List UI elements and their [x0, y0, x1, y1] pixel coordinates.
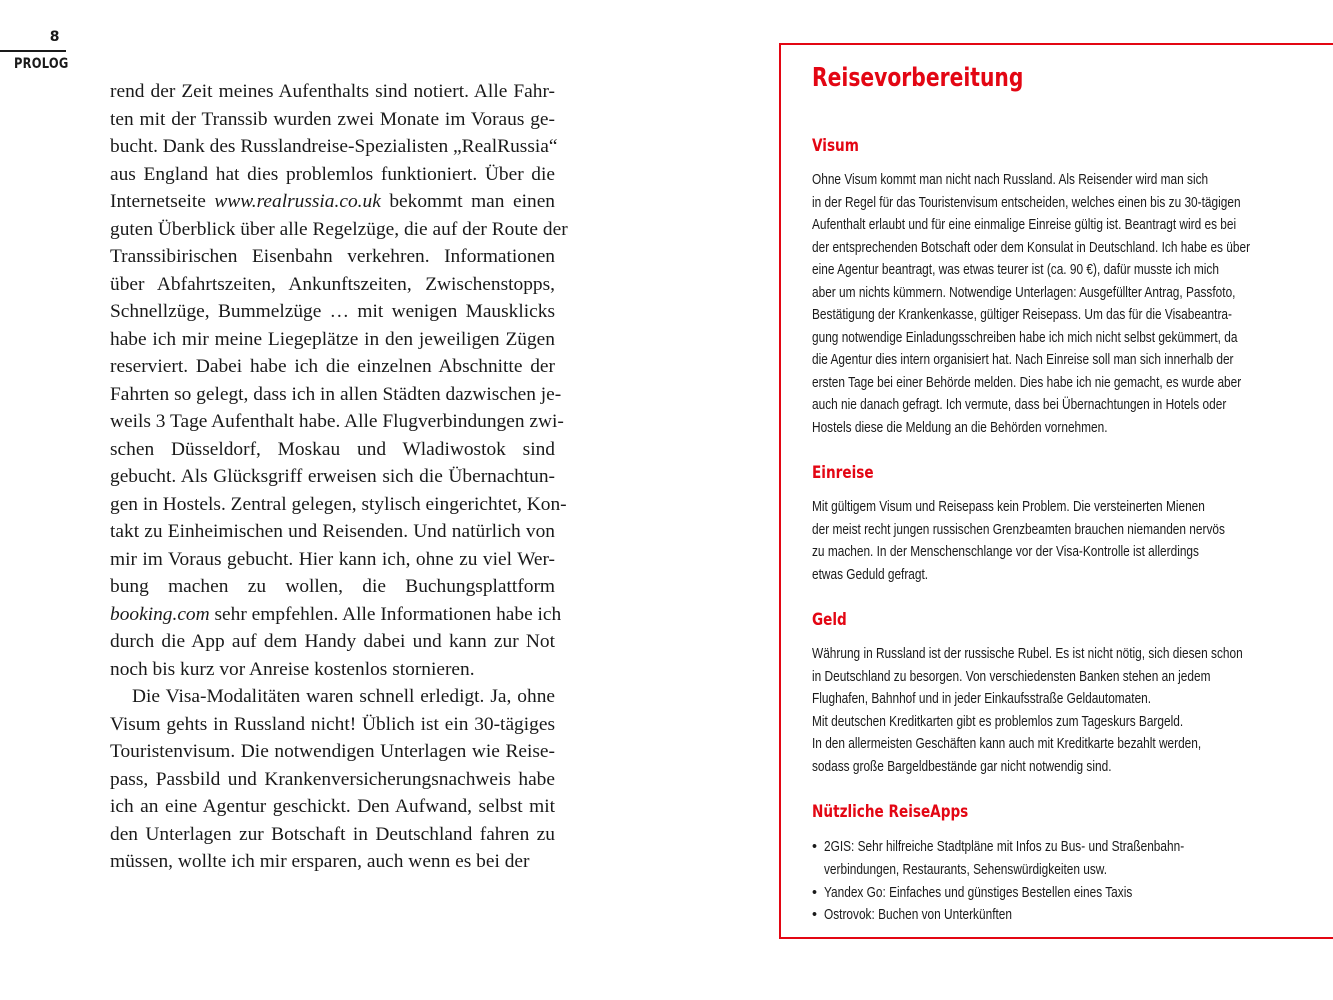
body-line: Touristenvisum. Die notwendigen Unterlagen wie Reise- [110, 741, 555, 762]
box-text-line: ersten Tage bei einer Behörde melden. Dies habe ich nie gemacht, es wurde aber [812, 374, 1242, 391]
box-text-line: etwas Geduld gefragt. [812, 566, 929, 583]
body-line: takt zu Einheimischen und Reisenden. Und natürlich von [110, 521, 555, 542]
section-label: PROLOG [14, 56, 69, 72]
body-line: müssen, wollte ich mir ersparen, auch wenn es bei der [110, 851, 530, 872]
box-text-line: der meist recht jungen russischen Grenzbeamten brauchen niemanden nervös [812, 521, 1225, 538]
box-text-line: eine Agentur beantragt, was etwas teurer ist (ca. 90 €), dafür musste ich mich [812, 262, 1219, 278]
box-text-line: Ohne Visum kommt man nicht nach Russland. Als Reisender wird man sich [812, 172, 1209, 188]
apps-list [812, 836, 1258, 927]
list-item-text: Ostrovok: Buchen von Unterkünften [824, 907, 1012, 924]
list-item [812, 904, 1258, 927]
body-line: rend der Zeit meines Aufenthalts sind notiert. Alle Fahr- [110, 81, 555, 102]
body-line: gen in Hostels. Zentral gelegen, stylisch eingerichtet, Kon- [110, 493, 567, 515]
italic-text: www.realrussia.co.uk [214, 191, 381, 212]
bullet-icon: • [812, 907, 818, 924]
infobox-title: Reisevorbereitung [812, 63, 1024, 93]
bullet-icon: • [812, 839, 818, 855]
body-line: ten mit der Transsib wurden zwei Monate im Voraus ge- [110, 108, 555, 130]
box-text-line: sodass große Bargeldbestände gar nicht notwendig sind. [812, 758, 1112, 775]
body-line: den Unterlagen zur Botschaft in Deutschland fahren zu [110, 823, 555, 845]
box-text-line: Aufenthalt erlaubt und für eine einmalige Einreise gültig ist. Beantragt wird es bei [812, 217, 1237, 233]
list-item [812, 882, 1258, 905]
body-line: Visum gehts in Russland nicht! Üblich ist ein 30-tägiges [110, 713, 555, 735]
body-line: ich an eine Agentur geschickt. Den Aufwand, selbst mit [110, 796, 555, 817]
bullet-icon: • [812, 884, 818, 901]
list-item-text: 2GIS: Sehr hilfreiche Stadtpläne mit Infos zu Bus- und Straßenbahn- [824, 839, 1185, 855]
body-line: Die Visa-Modalitäten waren schnell erledigt. Ja, ohne [132, 686, 555, 707]
body-line: reserviert. Dabei habe ich die einzelnen Abschnitte der [110, 356, 555, 377]
body-line: bung machen zu wollen, die Buchungsplattform [110, 576, 555, 597]
body-line: guten Überblick über alle Regelzüge, die auf der Route der [110, 218, 568, 240]
heading-einreise: Einreise [812, 463, 874, 483]
body-line: über Abfahrtszeiten, Ankunftszeiten, Zwischenstopps, [110, 273, 555, 295]
list-item-text: verbindungen, Restaurants, Sehenswürdigkeiten usw. [824, 861, 1108, 878]
body-line: weils 3 Tage Aufenthalt habe. Alle Flugverbindungen zwi- [110, 411, 564, 432]
body-line: mir im Voraus gebucht. Hier kann ich, ohne zu viel Wer- [110, 548, 555, 570]
box-text-line: Hostels diese die Meldung an die Behörden vornehmen. [812, 419, 1108, 436]
geld-text [812, 643, 1272, 778]
box-text-line: zu machen. In der Menschenschlange vor der Visa-Kontrolle ist allerdings [812, 544, 1199, 560]
box-text-line: auch nie danach gefragt. Ich vermute, dass bei Übernachtungen in Hotels oder [812, 397, 1227, 413]
body-line: Schnellzüge, Bummelzüge … mit wenigen Mausklicks [110, 301, 555, 322]
body-line: Fahrten so gelegt, dass ich in allen Städten dazwischen je- [110, 383, 562, 405]
heading-geld: Geld [812, 610, 847, 630]
box-text-line: gung notwendige Einladungsschreiben habe ich mich nicht selbst gekümmert, da [812, 329, 1238, 346]
body-line: Transsibirischen Eisenbahn verkehren. Informationen [110, 246, 555, 267]
body-line: habe ich mir meine Liegeplätze in den jeweiligen Zügen [110, 328, 555, 350]
box-text-line: in Deutschland zu besorgen. Von verschiedensten Banken stehen an jedem [812, 668, 1211, 685]
body-line: pass, Passbild und Krankenversicherungsnachweis habe [110, 768, 555, 790]
box-text-line: Währung in Russland ist der russische Rubel. Es ist nicht nötig, sich diesen schon [812, 646, 1243, 662]
visum-text [812, 169, 1272, 439]
body-line: bucht. Dank des Russlandreise-Spezialisten „RealRussia“ [110, 136, 558, 157]
box-text-line: Flughafen, Bahnhof und in jeder Einkaufsstraße Geldautomaten. [812, 691, 1152, 707]
box-text-line: die Agentur dies intern organisiert hat. Nach Einreise soll man sich innerhalb der [812, 352, 1234, 368]
body-line: aus England hat dies problemlos funktioniert. Über die [110, 163, 555, 185]
body-line: Internetseite www.realrussia.co.uk bekommt man einen [110, 191, 555, 212]
box-text-line: in der Regel für das Touristenvisum entscheiden, welches einen bis zu 30-tägigen [812, 194, 1241, 211]
body-line: durch die App auf dem Handy dabei und kann zur Not [110, 631, 555, 652]
body-line: booking.com sehr empfehlen. Alle Informationen habe ich [110, 603, 562, 625]
einreise-text [812, 496, 1272, 586]
box-text-line: Mit gültigem Visum und Reisepass kein Problem. Die versteinerten Mienen [812, 499, 1205, 515]
box-text-line: aber um nichts kümmern. Notwendige Unterlagen: Ausgefüllter Antrag, Passfoto, [812, 284, 1236, 301]
list-item-text: Yandex Go: Einfaches und günstiges Bestellen eines Taxis [824, 884, 1133, 901]
heading-reiseapps: Nützliche ReiseApps [812, 802, 969, 822]
box-text-line: In den allermeisten Geschäften kann auch mit Kreditkarte bezahlt werden, [812, 736, 1202, 752]
box-text-line: Mit deutschen Kreditkarten gibt es problemlos zum Tageskurs Bargeld. [812, 713, 1184, 730]
box-text-line: Bestätigung der Krankenkasse, gültiger Reisepass. Um das für die Visabeantra- [812, 307, 1232, 323]
list-item [812, 836, 1258, 882]
heading-visum: Visum [812, 136, 859, 156]
body-line: schen Düsseldorf, Moskau und Wladiwostok sind [110, 438, 555, 460]
body-line: gebucht. Als Glücksgriff erweisen sich die Übernachtun- [110, 466, 555, 487]
header-rule [0, 50, 66, 52]
box-text-line: der entsprechenden Botschaft oder dem Konsulat in Deutschland. Ich habe es über [812, 239, 1251, 256]
body-text [110, 78, 568, 876]
page-number: 8 [49, 29, 60, 45]
body-line: noch bis kurz vor Anreise kostenlos stornieren. [110, 658, 475, 680]
italic-text: booking.com [110, 603, 210, 625]
